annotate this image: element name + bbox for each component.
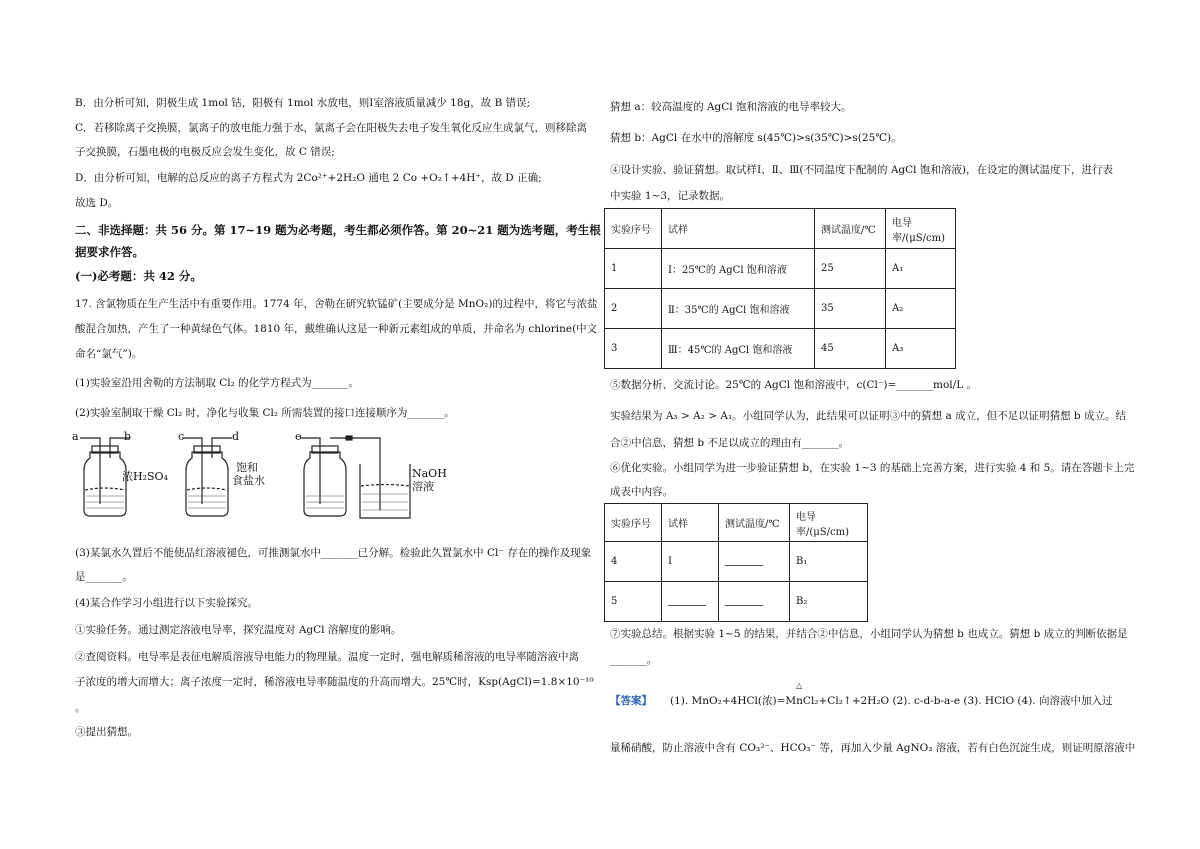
t1-cell: Ⅰ：25℃的 AgCl 饱和溶液 [662, 249, 815, 289]
q17-part1: (1)实验室沿用舍勒的方法制取 Cl₂ 的化学方程式为_______。 [75, 377, 359, 389]
t1-cell: 35 [815, 289, 886, 329]
step7-text-cont: _______。 [610, 654, 658, 666]
table-row [605, 289, 956, 329]
answer-tag: 【答案】 [610, 695, 652, 707]
sub-title: (一)必考题：共 42 分。 [75, 269, 202, 283]
bottle2-label-1: 饱和 [236, 461, 258, 474]
beaker-label-2: 溶液 [412, 480, 434, 493]
answer-text: (1). MnO₂+4HCl(浓)=MnCl₂+Cl₂↑+2H₂O (2). c-d-b-a-e (3). HClO (4). 向溶液中加入过 [670, 695, 1113, 707]
table-row [605, 329, 956, 369]
t2-cell: Ⅰ [662, 542, 719, 582]
step2-period: 。 [75, 702, 86, 714]
table-row [605, 582, 868, 622]
t1-header-no: 实验序号 [605, 209, 662, 249]
answer-blank [668, 595, 706, 606]
answer-line [610, 694, 1112, 708]
t1-cell: 45 [815, 329, 886, 369]
t1-cell: A₁ [886, 249, 956, 289]
t2-header-no: 实验序号 [605, 504, 662, 542]
q17-part3: (3)某氯水久置后不能使品红溶液褪色，可推测氯水中_______已分解。检验此久置氯水中 Cl⁻ 存在的操作及现象 [75, 547, 592, 559]
bottle1-label: 浓H₂SO₄ [122, 470, 168, 483]
t2-header-sample: 试样 [662, 504, 719, 542]
q17-part4: (4)某合作学习小组进行以下实验探究。 [75, 597, 258, 609]
answer-blank [725, 555, 763, 566]
result-text-cont: 合②中信息，猜想 b 不足以成立的理由有_______。 [610, 437, 850, 449]
t2-header-temp: 测试温度/℃ [719, 504, 790, 542]
step2-text: ②查阅资料。电导率是表征电解质溶液导电能力的物理量。温度一定时，强电解质稀溶液的电导率随溶液中离 [75, 651, 579, 663]
t1-cell: Ⅲ：45℃的 AgCl 饱和溶液 [662, 329, 815, 369]
t2-cell: 4 [605, 542, 662, 582]
q17-intro-2: 酸混合加热，产生了一种黄绿色气体。1810 年，戴维确认这是一种新元素组成的单质，并命名为 chlorine(中文 [75, 323, 598, 335]
t1-cell: Ⅱ：35℃的 AgCl 饱和溶液 [662, 289, 815, 329]
option-c-text-cont: 子交换膜，石墨电极的电极反应会发生变化，故 C 错误; [75, 146, 335, 158]
step3-text: ③提出猜想。 [75, 726, 138, 738]
choose-d-text: 故选 D。 [75, 197, 119, 209]
section-title-cont: 据要求作答。 [75, 245, 144, 259]
answer-line-2: 量稀硝酸，防止溶液中含有 CO₃²⁻、HCO₃⁻ 等，再加入少量 AgNO₃ 溶液，若有白色沉淀生成，则证明原溶液中 [610, 742, 1136, 754]
t1-cell: A₃ [886, 329, 956, 369]
t1-cell: A₂ [886, 289, 956, 329]
t1-header-conductivity: 电导率/(μS/cm) [886, 209, 956, 249]
step5-text: ⑤数据分析、交流讨论。25℃的 AgCl 饱和溶液中，c(Cl⁻)=_______mol/L 。 [610, 379, 978, 391]
t1-cell: 3 [605, 329, 662, 369]
t2-blank-cell[interactable] [719, 542, 790, 582]
beaker-label-1: NaOH [412, 467, 447, 480]
table-row [605, 249, 956, 289]
option-d-text: D．由分析可知，电解的总反应的离子方程式为 2Co²⁺+2H₂O 通电 2 Co +O₂↑+4H⁺，故 D 正确; [75, 172, 542, 184]
t1-cell: 25 [815, 249, 886, 289]
t1-header-sample: 试样 [662, 209, 815, 249]
option-b-text: B．由分析可知，阴极生成 1mol 钴，阳极有 1mol 水放电，则Ⅰ室溶液质量减少 18g，故 B 错误; [75, 97, 531, 109]
t2-blank-cell[interactable] [662, 582, 719, 622]
t1-cell: 2 [605, 289, 662, 329]
table-row [605, 542, 868, 582]
step6-text: ⑥优化实验。小组同学为进一步验证猜想 b，在实验 1~3 的基础上完善方案，进行实验 4 和 5。请在答题卡上完 [610, 462, 1135, 474]
answer-blank [725, 595, 763, 606]
t1-cell: 1 [605, 249, 662, 289]
experiment-table-1 [604, 208, 956, 369]
t1-header-temp: 测试温度/℃ [815, 209, 886, 249]
q17-intro-1: 17. 含氯物质在生产生活中有重要作用。1774 年，舍勒在研究软锰矿(主要成分是 MnO₂)的过程中，将它与浓盐 [75, 298, 598, 310]
guess-a: 猜想 a：较高温度的 AgCl 饱和溶液的电导率较大。 [610, 101, 852, 113]
step7-text: ⑦实验总结。根据实验 1~5 的结果，并结合②中信息，小组同学认为猜想 b 也成立。猜想 b 成立的判断依据是 [610, 628, 1128, 640]
port-b-label: b [124, 430, 132, 443]
t2-cell: 5 [605, 582, 662, 622]
bottle2-label-2: 食盐水 [232, 474, 265, 487]
t2-cell: B₂ [790, 582, 868, 622]
step4-text-cont: 中实验 1~3，记录数据。 [610, 190, 730, 202]
q17-intro-3: 命名“氯气”)。 [75, 348, 143, 360]
port-a-label: a [72, 430, 79, 443]
port-e-label: e [295, 430, 302, 443]
section-title: 二、非选择题：共 56 分。第 17~19 题为必考题，考生都必须作答。第 20~21 题为选考题，考生根 [75, 223, 601, 237]
step1-text: ①实验任务。通过测定溶液电导率，探究温度对 AgCl 溶解度的影响。 [75, 624, 402, 636]
port-c-label: c [178, 430, 185, 443]
step6-text-cont: 成表中内容。 [610, 486, 673, 498]
step4-text: ④设计实验、验证猜想。取试样Ⅰ、Ⅱ、Ⅲ(不同温度下配制的 AgCl 饱和溶液)，在设定的测试温度下，进行表 [610, 164, 1113, 176]
result-text: 实验结果为 A₃ > A₂ > A₁。小组同学认为，此结果可以证明③中的猜想 a 成立，但不足以证明猜想 b 成立。结 [610, 410, 1126, 422]
q17-part3-cont: 是_______。 [75, 571, 133, 583]
step2-text-cont: 子浓度的增大而增大；离子浓度一定时，稀溶液电导率随温度的升高而增大。25℃时，Ksp(AgCl)=1.8×10⁻¹⁰ [75, 676, 594, 688]
guess-b: 猜想 b：AgCl 在水中的溶解度 s(45℃)>s(35℃)>s(25℃)。 [610, 132, 902, 144]
q17-part2: (2)实验室制取干燥 Cl₂ 时，净化与收集 Cl₂ 所需装置的接口连接顺序为_______。 [75, 407, 455, 419]
t2-blank-cell[interactable] [719, 582, 790, 622]
t2-header-conductivity: 电导率/(μS/cm) [790, 504, 868, 542]
experiment-table-2 [604, 503, 868, 622]
option-c-text: C．若移除离子交换膜，氯离子的放电能力强于水，氯离子会在阳极失去电子发生氧化反应生成氯气，则移除离 [75, 122, 588, 134]
heat-symbol: △ [796, 681, 803, 690]
t2-cell: B₁ [790, 542, 868, 582]
port-d-label: d [232, 430, 240, 443]
